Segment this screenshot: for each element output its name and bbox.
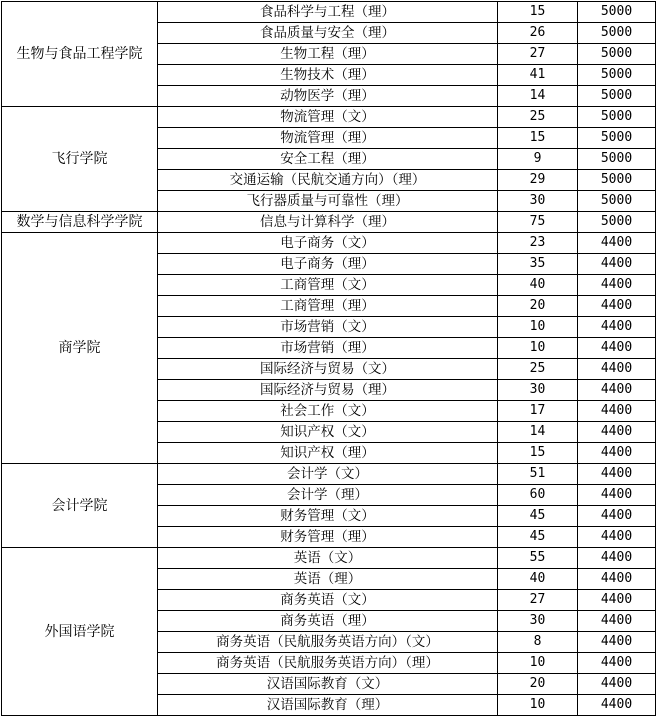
quota-cell: 45 (498, 527, 578, 548)
major-cell: 会计学（理） (158, 485, 498, 506)
quota-cell: 25 (498, 107, 578, 128)
admissions-table (1, 1, 656, 716)
quota-cell: 27 (498, 44, 578, 65)
fee-cell: 4400 (578, 506, 656, 527)
college-name-cell: 数学与信息科学学院 (2, 212, 158, 233)
quota-cell: 23 (498, 233, 578, 254)
quota-cell: 45 (498, 506, 578, 527)
quota-cell: 41 (498, 65, 578, 86)
fee-cell: 4400 (578, 233, 656, 254)
table-row (2, 212, 656, 233)
major-cell: 商务英语（文） (158, 590, 498, 611)
quota-cell: 10 (498, 338, 578, 359)
quota-cell: 27 (498, 590, 578, 611)
quota-cell: 14 (498, 422, 578, 443)
fee-cell: 4400 (578, 695, 656, 716)
quota-cell: 51 (498, 464, 578, 485)
major-cell: 工商管理（文） (158, 275, 498, 296)
quota-cell: 60 (498, 485, 578, 506)
major-cell: 商务英语（民航服务英语方向）（文） (158, 632, 498, 653)
major-cell: 商务英语（民航服务英语方向）（理） (158, 653, 498, 674)
major-cell: 动物医学（理） (158, 86, 498, 107)
college-name-cell: 飞行学院 (2, 107, 158, 212)
quota-cell: 75 (498, 212, 578, 233)
fee-cell: 4400 (578, 464, 656, 485)
fee-cell: 5000 (578, 65, 656, 86)
quota-cell: 30 (498, 611, 578, 632)
fee-cell: 4400 (578, 527, 656, 548)
major-cell: 国际经济与贸易（文） (158, 359, 498, 380)
quota-cell: 9 (498, 149, 578, 170)
fee-cell: 5000 (578, 86, 656, 107)
quota-cell: 30 (498, 380, 578, 401)
college-name-cell: 会计学院 (2, 464, 158, 548)
college-name-cell: 生物与食品工程学院 (2, 2, 158, 107)
quota-cell: 26 (498, 23, 578, 44)
major-cell: 生物工程（理） (158, 44, 498, 65)
fee-cell: 4400 (578, 422, 656, 443)
major-cell: 财务管理（理） (158, 527, 498, 548)
table-body (2, 2, 656, 716)
major-cell: 信息与计算科学（理） (158, 212, 498, 233)
quota-cell: 15 (498, 2, 578, 23)
major-cell: 食品科学与工程（理） (158, 2, 498, 23)
fee-cell: 4400 (578, 254, 656, 275)
major-cell: 知识产权（文） (158, 422, 498, 443)
fee-cell: 5000 (578, 191, 656, 212)
major-cell: 商务英语（理） (158, 611, 498, 632)
major-cell: 英语（文） (158, 548, 498, 569)
major-cell: 生物技术（理） (158, 65, 498, 86)
fee-cell: 4400 (578, 611, 656, 632)
fee-cell: 4400 (578, 317, 656, 338)
major-cell: 电子商务（理） (158, 254, 498, 275)
quota-cell: 10 (498, 317, 578, 338)
major-cell: 交通运输（民航交通方向）（理） (158, 170, 498, 191)
quota-cell: 29 (498, 170, 578, 191)
quota-cell: 40 (498, 275, 578, 296)
college-name-cell: 外国语学院 (2, 548, 158, 716)
college-name-cell: 商学院 (2, 233, 158, 464)
table-row (2, 233, 656, 254)
fee-cell: 4400 (578, 674, 656, 695)
table-row (2, 2, 656, 23)
fee-cell: 4400 (578, 569, 656, 590)
fee-cell: 4400 (578, 590, 656, 611)
quota-cell: 20 (498, 674, 578, 695)
quota-cell: 55 (498, 548, 578, 569)
fee-cell: 4400 (578, 296, 656, 317)
fee-cell: 4400 (578, 275, 656, 296)
major-cell: 工商管理（理） (158, 296, 498, 317)
fee-cell: 5000 (578, 23, 656, 44)
major-cell: 食品质量与安全（理） (158, 23, 498, 44)
major-cell: 市场营销（理） (158, 338, 498, 359)
major-cell: 物流管理（文） (158, 107, 498, 128)
fee-cell: 5000 (578, 128, 656, 149)
fee-cell: 4400 (578, 653, 656, 674)
major-cell: 国际经济与贸易（理） (158, 380, 498, 401)
major-cell: 安全工程（理） (158, 149, 498, 170)
quota-cell: 40 (498, 569, 578, 590)
fee-cell: 5000 (578, 170, 656, 191)
quota-cell: 17 (498, 401, 578, 422)
fee-cell: 4400 (578, 632, 656, 653)
major-cell: 物流管理（理） (158, 128, 498, 149)
table-row (2, 464, 656, 485)
major-cell: 英语（理） (158, 569, 498, 590)
fee-cell: 4400 (578, 443, 656, 464)
quota-cell: 10 (498, 695, 578, 716)
fee-cell: 5000 (578, 107, 656, 128)
major-cell: 财务管理（文） (158, 506, 498, 527)
major-cell: 汉语国际教育（理） (158, 695, 498, 716)
quota-cell: 15 (498, 128, 578, 149)
fee-cell: 4400 (578, 380, 656, 401)
fee-cell: 5000 (578, 2, 656, 23)
fee-cell: 4400 (578, 548, 656, 569)
major-cell: 社会工作（文） (158, 401, 498, 422)
quota-cell: 8 (498, 632, 578, 653)
fee-cell: 5000 (578, 44, 656, 65)
table-row (2, 107, 656, 128)
major-cell: 电子商务（文） (158, 233, 498, 254)
quota-cell: 35 (498, 254, 578, 275)
quota-cell: 25 (498, 359, 578, 380)
fee-cell: 4400 (578, 359, 656, 380)
major-cell: 飞行器质量与可靠性（理） (158, 191, 498, 212)
table-row (2, 548, 656, 569)
fee-cell: 4400 (578, 485, 656, 506)
quota-cell: 15 (498, 443, 578, 464)
major-cell: 会计学（文） (158, 464, 498, 485)
quota-cell: 30 (498, 191, 578, 212)
major-cell: 汉语国际教育（文） (158, 674, 498, 695)
fee-cell: 4400 (578, 401, 656, 422)
quota-cell: 20 (498, 296, 578, 317)
major-cell: 知识产权（理） (158, 443, 498, 464)
fee-cell: 4400 (578, 338, 656, 359)
quota-cell: 14 (498, 86, 578, 107)
fee-cell: 5000 (578, 149, 656, 170)
major-cell: 市场营销（文） (158, 317, 498, 338)
fee-cell: 5000 (578, 212, 656, 233)
quota-cell: 10 (498, 653, 578, 674)
